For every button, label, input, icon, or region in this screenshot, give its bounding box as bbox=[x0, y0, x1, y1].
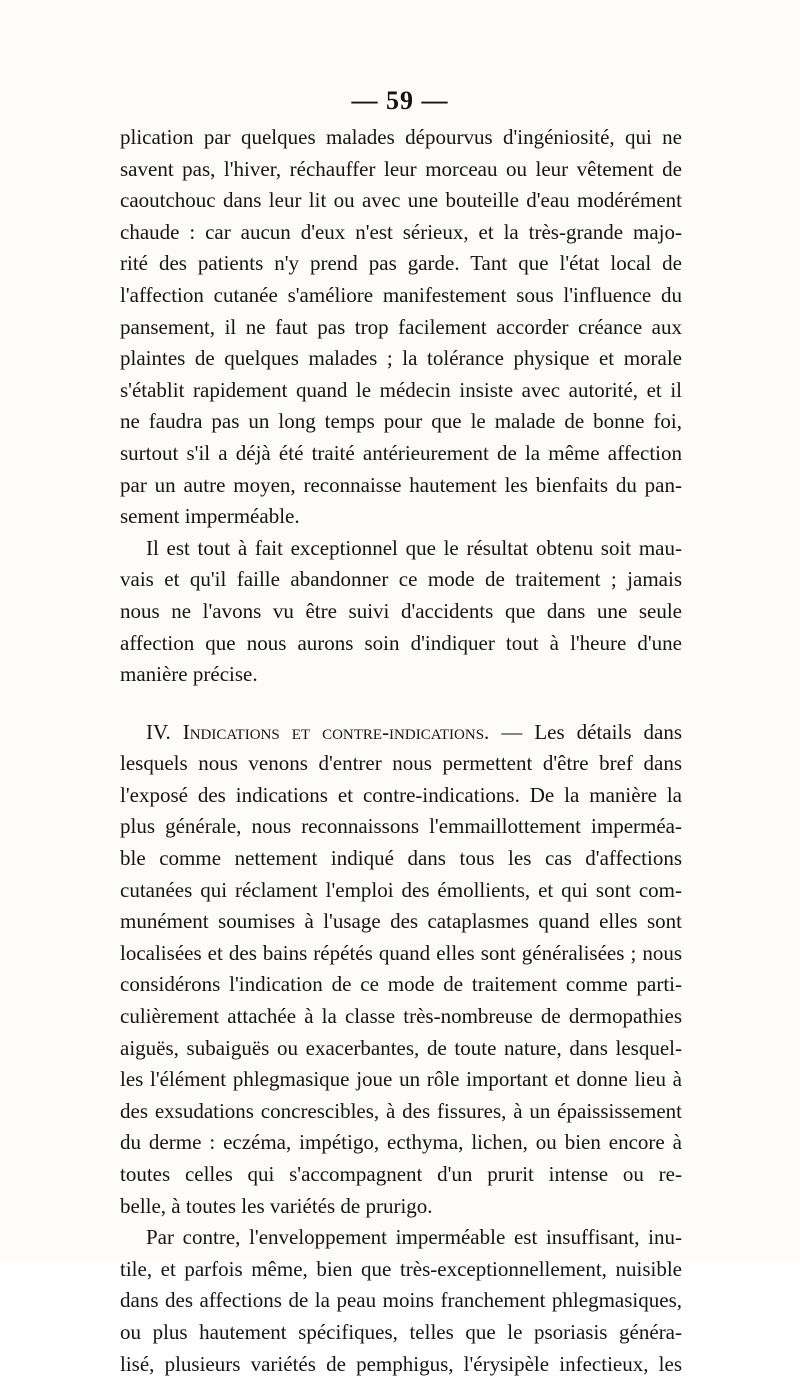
text-line: plus générale, nous reconnaissons l'emmaillottement imperméa- bbox=[120, 814, 682, 839]
text-line: l'exposé des indications et contre-indications. De la manière la bbox=[120, 782, 682, 807]
text-line: lesquels nous venons d'entrer nous permettent d'être bref dans bbox=[120, 751, 682, 776]
text-line: toutes celles qui s'accompagnent d'un prurit intense ou re- bbox=[120, 1162, 682, 1186]
text-line: belle, à toutes les variétés de prurigo. bbox=[120, 1193, 433, 1218]
section-gap bbox=[120, 691, 682, 717]
paragraph-1 bbox=[120, 122, 682, 533]
section-iv bbox=[120, 717, 682, 1223]
text-line: ble comme nettement indiqué dans tous les cas d'affections bbox=[120, 846, 682, 871]
text-line: pansement, il ne faut pas trop facilement accorder créance aux bbox=[120, 314, 682, 339]
text-line: nous ne l'avons vu être suivi d'accidents que dans une seule bbox=[120, 598, 682, 623]
paragraph-2 bbox=[120, 533, 682, 691]
text-line: manière précise. bbox=[120, 662, 258, 687]
body-text bbox=[120, 122, 682, 1380]
text-line: vais et qu'il faille abandonner ce mode de traitement ; jamais bbox=[120, 567, 682, 592]
text-line: localisées et des bains répétés quand elles sont généralisées ; nous bbox=[120, 940, 682, 965]
text-line: Il est tout à fait exceptionnel que le résultat obtenu soit mau- bbox=[146, 535, 682, 560]
text-line: tile, et parfois même, bien que très-exceptionnellement, nuisible bbox=[120, 1256, 682, 1281]
text-line: chaude : car aucun d'eux n'est sérieux, et la très-grande majo- bbox=[120, 219, 682, 244]
text-line: cutanées qui réclament l'emploi des émollients, et qui sont com- bbox=[120, 877, 682, 902]
text-line: Par contre, l'enveloppement imperméable est insuffisant, inu- bbox=[146, 1225, 682, 1250]
text-line: ne faudra pas un long temps pour que le malade de bonne foi, bbox=[120, 409, 682, 434]
text-line: s'établit rapidement quand le médecin insiste avec autorité, et il bbox=[120, 377, 682, 402]
text-line: par un autre moyen, reconnaisse hautement les bienfaits du pan- bbox=[120, 472, 682, 497]
text-line: culièrement attachée à la classe très-nombreuse de dermopathies bbox=[120, 1004, 682, 1029]
section-number: IV. bbox=[146, 719, 171, 744]
text-line: plaintes de quelques malades ; la tolérance physique et morale bbox=[120, 346, 682, 371]
text-line: caoutchouc dans leur lit ou avec une bouteille d'eau modérément bbox=[120, 188, 682, 213]
text-line: du derme : eczéma, impétigo, ecthyma, lichen, ou bien encore à bbox=[120, 1130, 682, 1155]
text-line: munément soumises à l'usage des cataplasmes quand elles sont bbox=[120, 909, 682, 934]
paragraph-final bbox=[120, 1222, 682, 1380]
text-line: considérons l'indication de ce mode de traitement comme parti- bbox=[120, 972, 682, 997]
text-line: lisé, plusieurs variétés de pemphigus, l'érysipèle infectieux, les bbox=[120, 1351, 682, 1376]
text-line: ou plus hautement spécifiques, telles que le psoriasis généra- bbox=[120, 1319, 682, 1344]
text-line: aiguës, subaiguës ou exacerbantes, de toute nature, dans lesquel- bbox=[120, 1035, 682, 1060]
section-heading: Indications et contre-indications. bbox=[182, 719, 490, 744]
text-line: dans des affections de la peau moins franchement phlegmasiques, bbox=[120, 1288, 682, 1313]
section-heading-line bbox=[120, 717, 682, 749]
text-line: rité des patients n'y prend pas garde. Tant que l'état local de bbox=[120, 251, 682, 276]
text-line: l'affection cutanée s'améliore manifestement sous l'influence du bbox=[120, 282, 682, 307]
text-line: des exsudations concrescibles, à des fissures, à un épaississement bbox=[120, 1098, 682, 1123]
section-lead: — Les détails dans bbox=[501, 719, 682, 744]
text-line: affection que nous aurons soin d'indiquer tout à l'heure d'une bbox=[120, 630, 682, 655]
page-number: — 59 — bbox=[351, 86, 449, 115]
text-line: savent pas, l'hiver, réchauffer leur morceau ou leur vêtement de bbox=[120, 156, 682, 181]
text-line: les l'élément phlegmasique joue un rôle important et donne lieu à bbox=[120, 1067, 682, 1092]
text-line: surtout s'il a déjà été traité antérieurement de la même affection bbox=[120, 440, 682, 465]
text-line: plication par quelques malades dépourvus d'ingéniosité, qui ne bbox=[120, 125, 682, 149]
section-body bbox=[120, 748, 682, 1222]
text-line: sement imperméable. bbox=[120, 504, 300, 529]
